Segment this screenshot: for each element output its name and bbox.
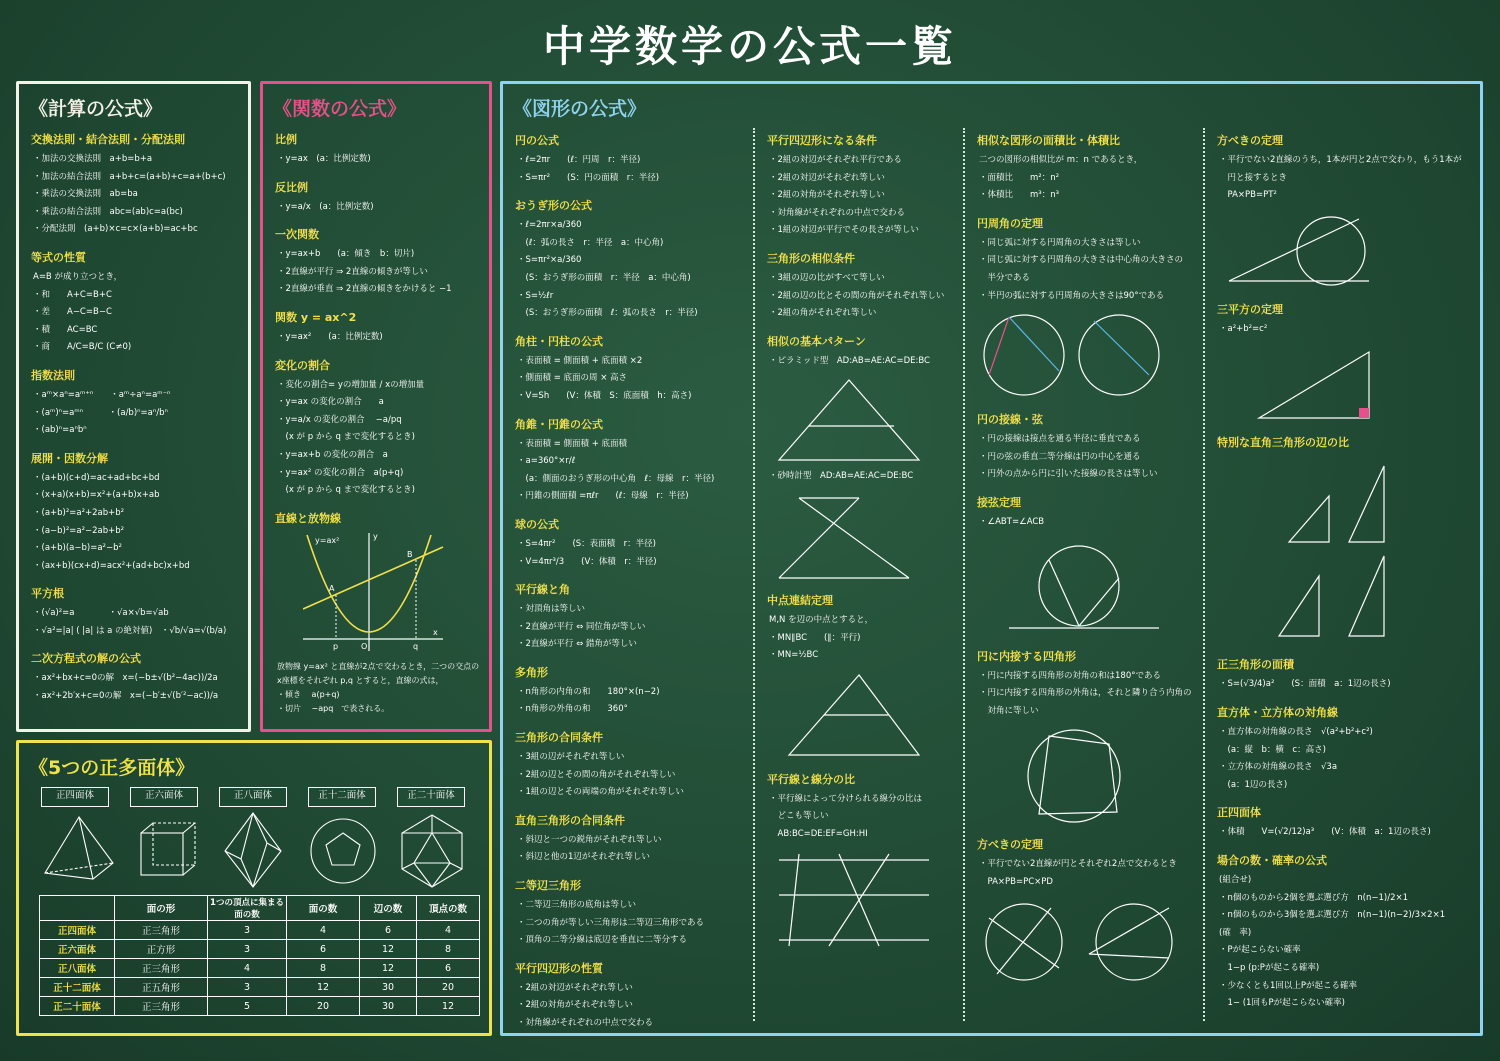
formula-line: ・n角形の内角の和 180°×(n−2): [517, 686, 660, 697]
poly-name-icosa: 正二十面体: [397, 787, 465, 807]
poly-name-octa: 正八面体: [219, 787, 287, 807]
formula-line: ・対角線がそれぞれの中点で交わる: [517, 1018, 654, 1028]
section-heading: 変化の割合: [275, 358, 330, 372]
fig-title: 《図形の公式》: [513, 98, 647, 120]
formula-line: ・対角線がそれぞれの中点で交わる: [769, 207, 906, 218]
formula-line: ・斜辺と他の1辺がそれぞれ等しい: [517, 852, 650, 863]
formula-line: (S：おうぎ形の面積 r：半径 a：中心角): [517, 272, 691, 283]
formula-line: ・頂角の二等分線は底辺を垂直に二等分する: [517, 935, 688, 946]
formula-line: ・表面積 = 側面積 + 底面積: [517, 438, 628, 449]
table-row: [40, 997, 480, 1016]
formula-line: ・体積比 m³：n³: [979, 190, 1059, 201]
formula-line: ・a²+b²=c²: [1219, 323, 1268, 334]
table-cell: 正方形: [115, 940, 208, 959]
formula-line: 1− (1回もPが起こらない確率): [1219, 998, 1345, 1009]
table-cell: 4: [417, 921, 480, 940]
formula-line: ・√a²=|a| ( |a| は a の絶対値) ・√b/√a=√(b/a): [33, 625, 227, 636]
formula-line: ・y=ax (a：比例定数): [277, 154, 371, 164]
formula-line: ・半円の弧に対する円周角の大きさは90°である: [979, 290, 1165, 301]
y-label: y: [373, 532, 378, 541]
icosahedron-shape: [402, 815, 462, 887]
power-point-figure: [979, 898, 1179, 988]
table-cell: 3: [208, 921, 287, 940]
formula-line: (a：縦 b：横 c：高さ): [1219, 744, 1326, 755]
formula-line: ・(a+b)(a−b)=a²−b²: [33, 543, 122, 554]
section-heading: 方べきの定理: [977, 838, 1043, 852]
intersect-line: [303, 547, 443, 609]
section-heading: 関数 y = ax^2: [275, 310, 357, 324]
dodecahedron-shape: [311, 819, 375, 883]
table-header: 頂点の数: [417, 896, 480, 921]
section-heading: 平方根: [31, 587, 64, 601]
formula-line: PA×PB=PT²: [1219, 190, 1277, 201]
power-tangent-figure: [1219, 211, 1369, 291]
formula-line: (x が p から q まで変化するとき): [277, 432, 415, 443]
formula-line: ・y=ax+b (a：傾き b：切片): [277, 249, 415, 260]
parallel-lines-figure: [769, 850, 939, 950]
formula-line: AB:BC=DE:EF=GH:HI: [769, 828, 868, 839]
formula-line: ・ピラミッド型 AD:AB=AE:AC=DE:BC: [769, 355, 930, 366]
formula-line: (x が p から q まで変化するとき): [277, 485, 415, 496]
section-heading: 平行四辺形の性質: [515, 961, 603, 975]
formula-line: ・同じ弧に対する円周角の大きさは等しい: [979, 237, 1141, 248]
table-cell: 30: [360, 997, 417, 1016]
table-header: 1つの頂点に集まる面の数: [208, 896, 287, 921]
formula-line: ・(a−b)²=a²−2ab+b²: [33, 525, 125, 536]
section-heading: 場合の数・確率の公式: [1217, 853, 1327, 867]
formula-line: ・砂時計型 AD:AB=AE:AC=DE:BC: [769, 471, 914, 482]
formula-line: ・円外の点から円に引いた接線の長さは等しい: [979, 469, 1158, 480]
formula-line: ・2直線が平行 ⇔ 同位角が等しい: [517, 621, 646, 632]
formula-line: ・側面積 = 底面の周 × 高さ: [517, 373, 628, 384]
formula-line: ・立方体の対角線の長さ √3a: [1219, 762, 1338, 773]
formula-line: (確 率): [1219, 927, 1252, 938]
formula-line: ・(ax+b)(cx+d)=acx²+(ad+bc)x+bd: [33, 560, 190, 571]
formula-line: ・乗法の交換法則 ab=ba: [33, 189, 138, 200]
formula-line: ・MN∥BC (∥：平行): [769, 632, 861, 643]
formula-line: (組合せ): [1219, 874, 1252, 885]
formula-line: ・y=ax の変化の割合 a: [277, 397, 384, 408]
formula-line: (ℓ：弧の長さ r：半径 a：中心角): [517, 237, 664, 248]
table-cell: 3: [208, 978, 287, 997]
page-title: 中学数学の公式一覧: [542, 22, 957, 71]
func-body: [263, 131, 489, 526]
table-cell: 5: [208, 997, 287, 1016]
table-row: [40, 978, 480, 997]
table-header: [40, 896, 115, 921]
formula-line: ・表面積 = 側面積 + 底面積 ×2: [517, 355, 643, 366]
formula-line: 半分である: [979, 272, 1031, 283]
section-heading: 多角形: [515, 665, 548, 679]
fig-column-3: [965, 128, 1200, 990]
formula-line: ・(ab)ⁿ=aⁿbⁿ: [33, 425, 87, 436]
formula-line: どこも等しい: [769, 811, 829, 822]
calc-title: 《計算の公式》: [29, 98, 163, 120]
formula-line: ・(aᵐ)ⁿ=aᵐⁿ ・(a/b)ⁿ=aⁿ/bⁿ: [33, 407, 168, 418]
p-label: p: [333, 642, 339, 651]
formula-line: 二つの図形の相似比が m：n であるとき，: [979, 155, 1143, 165]
formula-line: ・平行線によって分けられる線分の比は: [769, 793, 923, 804]
section-heading: 等式の性質: [31, 250, 86, 264]
table-cell: 正三角形: [115, 997, 208, 1016]
formula-line: ・(√a)²=a ・√a×√b=√ab: [33, 608, 169, 619]
formula-line: ・(a+b)²=a²+2ab+b²: [33, 507, 125, 518]
table-cell: 正八面体: [40, 959, 115, 978]
section-heading: 角錐・円錐の公式: [515, 417, 603, 431]
section-heading: 直線と放物線: [275, 511, 341, 525]
section-heading: 正三角形の面積: [1217, 658, 1294, 672]
table-header: 辺の数: [360, 896, 417, 921]
table-row: [40, 959, 480, 978]
table-cell: 正二十面体: [40, 997, 115, 1016]
polyhedra-drawings: [19, 811, 489, 891]
inscribed-angle-figure: [979, 311, 1169, 401]
a-label: A: [329, 584, 335, 593]
formula-line: ・2直線が平行 ⇔ 錯角が等しい: [517, 639, 637, 650]
section-heading: 相似の基本パターン: [767, 334, 866, 348]
table-cell: 12: [360, 959, 417, 978]
formula-line: ・加法の結合法則 a+b+c=(a+b)+c=a+(b+c): [33, 171, 226, 182]
table-header: 面の数: [287, 896, 360, 921]
formula-line: ・2組の対角がそれぞれ等しい: [769, 190, 885, 201]
formula-line: ・S=½ℓr: [517, 290, 554, 301]
formula-line: ・ℓ=2πr×a/360: [517, 220, 582, 231]
formula-line: ・MN=½BC: [769, 650, 819, 661]
fig-column-1: [503, 128, 748, 1033]
formula-line: ・2組の角がそれぞれ等しい: [769, 308, 877, 319]
formula-line: ・S=πr²×a/360: [517, 255, 582, 266]
section-heading: 平行線と角: [515, 583, 570, 597]
formula-line: ・円の弦の垂直二等分線は円の中心を通る: [979, 451, 1141, 462]
poly-name-dodeca: 正十二面体: [308, 787, 376, 807]
formula-line: ・二等辺三角形の底角は等しい: [517, 900, 637, 911]
section-heading: 三角形の合同条件: [515, 731, 603, 745]
formula-line: ・円に内接する四角形の対角の和は180°である: [979, 670, 1161, 681]
formula-line: ・y=ax² (a：比例定数): [277, 331, 383, 342]
formula-line: ・n個のものから2個を選ぶ選び方 n(n−1)/2×1: [1219, 892, 1409, 903]
formula-line: ・2直線が平行 ⇒ 2直線の傾きが等しい: [277, 266, 428, 277]
formula-line: ・y=ax+b の変化の割合 a: [277, 449, 388, 460]
formula-line: ・加法の交換法則 a+b=b+a: [33, 154, 153, 164]
section-heading: 接弦定理: [977, 495, 1021, 509]
formula-line: ・2組の辺とその間の角がそれぞれ等しい: [517, 769, 676, 780]
formula-line: ・2組の対角がそれぞれ等しい: [517, 1000, 633, 1011]
section-heading: 平行線と線分の比: [767, 772, 855, 786]
func-title: 《関数の公式》: [273, 98, 407, 120]
footer-line: ・切片 −apq で表される。: [277, 704, 390, 713]
func-panel: [260, 81, 492, 732]
section-heading: おうぎ形の公式: [515, 199, 592, 213]
poly-name-tetra: 正四面体: [41, 787, 109, 807]
table-cell: 6: [287, 940, 360, 959]
section-heading: 直角三角形の合同条件: [515, 813, 625, 827]
section-heading: 角柱・円柱の公式: [515, 334, 603, 348]
calc-panel: [16, 81, 251, 732]
formula-line: ・変化の割合= yの増加量 / xの増加量: [277, 379, 425, 390]
section-heading: 正四面体: [1217, 806, 1261, 820]
formula-line: ・2組の対辺がそれぞれ等しい: [769, 172, 885, 183]
formula-line: ・商 A/C=B/C (C≠0): [33, 342, 132, 353]
cyclic-quadrilateral-figure: [979, 726, 1169, 826]
b-label: B: [407, 550, 413, 559]
table-cell: 20: [417, 978, 480, 997]
section-heading: 特別な直角三角形の辺の比: [1217, 436, 1349, 450]
formula-line: ・ax²+bx+c=0の解 x=(−b±√(b²−4ac))/2a: [33, 673, 218, 684]
formula-line: ・(a+b)(c+d)=ac+ad+bc+bd: [33, 472, 160, 483]
polyhedra-table: [39, 895, 480, 1016]
footer-line: x座標をそれぞれ p,q とすると，直線の式は，: [277, 676, 444, 685]
table-cell: 正三角形: [115, 921, 208, 940]
table-cell: 正四面体: [40, 921, 115, 940]
formula-line: ・aᵐ×aⁿ=aᵐ⁺ⁿ ・aᵐ÷aⁿ=aᵐ⁻ⁿ: [33, 389, 171, 400]
hourglass-figure: [769, 492, 939, 582]
formula-line: ・V=4πr³/3 (V：体積 r：半径): [517, 556, 657, 567]
midpoint-figure: [769, 671, 939, 761]
formula-line: M,N を辺の中点とすると，: [769, 614, 874, 625]
q-label: q: [413, 642, 419, 651]
formula-line: ・(x+a)(x+b)=x²+(a+b)x+ab: [33, 490, 160, 501]
table-cell: 20: [287, 997, 360, 1016]
section-heading: 三角形の相似条件: [767, 251, 855, 265]
formula-line: ・同じ弧に対する円周角の大きさは中心角の大きさの: [979, 255, 1184, 266]
formula-line: A=B が成り立つとき，: [33, 271, 123, 282]
formula-line: ・1組の辺とその両端の角がそれぞれ等しい: [517, 787, 684, 798]
formula-line: ・∠ABT=∠ACB: [979, 516, 1045, 527]
formula-line: ・V=Sh (V：体積 S：底面積 h：高さ): [517, 390, 692, 401]
formula-line: ・直方体の対角線の長さ √(a²+b²+c²): [1219, 726, 1373, 737]
o-label: O: [361, 642, 368, 651]
formula-line: 円と接するとき: [1219, 172, 1288, 183]
section-heading: 二等辺三角形: [515, 879, 581, 893]
section-heading: 反比例: [275, 180, 308, 194]
formula-line: ・円に内接する四角形の外角は，それと隣り合う内角の: [979, 688, 1192, 699]
figure-panel: [500, 81, 1483, 1036]
table-cell: 正十二面体: [40, 978, 115, 997]
formula-line: PA×PB=PC×PD: [979, 876, 1053, 887]
x-label: x: [433, 628, 438, 637]
formula-line: ・対頂角は等しい: [517, 604, 586, 615]
section-heading: 比例: [275, 133, 297, 146]
cube-shape: [141, 823, 195, 875]
formula-line: ・二つの角が等しい三角形は二等辺三角形である: [517, 917, 705, 928]
section-heading: 交換法則・結合法則・分配法則: [31, 133, 185, 146]
formula-line: ・S=πr² (S：円の面積 r：半径): [517, 172, 660, 183]
formula-line: 対角に等しい: [979, 705, 1039, 716]
table-cell: 4: [287, 921, 360, 940]
formula-line: (S：おうぎ形の面積 ℓ：弧の長さ r：半径): [517, 308, 698, 319]
table-cell: 12: [417, 997, 480, 1016]
formula-line: ・y=a/x (a：比例定数): [277, 201, 374, 212]
table-header: 面の形: [115, 896, 208, 921]
section-heading: 平行四辺形になる条件: [767, 134, 877, 147]
formula-line: ・a=360°×r/ℓ: [517, 456, 576, 467]
poly-title: 《5つの正多面体》: [29, 757, 195, 779]
section-heading: 円の公式: [515, 134, 559, 147]
formula-line: ・体積 V=(√2/12)a³ (V：体積 a：1辺の長さ): [1219, 827, 1431, 838]
formula-line: ・ℓ=2πr (ℓ：円周 r：半径): [517, 155, 641, 165]
section-heading: 直方体・立方体の対角線: [1217, 705, 1338, 719]
table-cell: 6: [360, 921, 417, 940]
formula-line: ・y=ax² の変化の割合 a(p+q): [277, 467, 404, 478]
section-heading: 球の公式: [515, 517, 559, 531]
table-cell: 正六面体: [40, 940, 115, 959]
section-heading: 中点連結定理: [767, 593, 833, 607]
table-cell: 8: [287, 959, 360, 978]
formula-line: ・2直線が垂直 ⇒ 2直線の傾きをかけると −1: [277, 284, 452, 295]
section-heading: 方べきの定理: [1217, 134, 1283, 147]
formula-line: (a：1辺の長さ): [1219, 779, 1288, 790]
formula-line: ・2組の対辺がそれぞれ平行である: [769, 155, 902, 165]
section-heading: 指数法則: [31, 368, 75, 382]
formula-line: ・面積比 m²：n²: [979, 172, 1059, 183]
section-heading: 三平方の定理: [1217, 302, 1283, 316]
table-header-row: [40, 896, 480, 921]
pyramid-figure: [769, 376, 939, 466]
section-heading: 円の接線・弦: [977, 413, 1043, 427]
special-triangles-figure: [1219, 456, 1389, 646]
formula-line: (a：側面のおうぎ形の中心角 ℓ：母線 r：半径): [517, 473, 715, 484]
fig-column-2: [755, 128, 960, 952]
section-heading: 円に内接する四角形: [977, 649, 1076, 663]
formula-line: ・差 A−C=B−C: [33, 307, 112, 318]
section-heading: 二次方程式の解の公式: [31, 652, 141, 666]
formula-line: ・n角形の外角の和 360°: [517, 704, 628, 715]
pythagoras-figure: [1219, 344, 1379, 424]
formula-line: ・2組の対辺がそれぞれ等しい: [517, 982, 633, 993]
polyhedra-panel: [16, 740, 492, 1036]
fig-column-4: [1205, 128, 1480, 1013]
formula-line: ・斜辺と一つの鋭角がそれぞれ等しい: [517, 834, 662, 845]
formula-line: ・平行でない2直線のうち，1本が円と2点で交わり，もう1本が: [1219, 155, 1462, 165]
footer-line: ・傾き a(p+q): [277, 690, 340, 699]
formula-line: ・ax²+2b′x+c=0の解 x=(−b′±√(b′²−ac))/a: [33, 691, 219, 702]
formula-line: ・1組の対辺が平行でその長さが等しい: [769, 225, 919, 236]
octahedron-shape: [225, 813, 281, 887]
formula-line: ・Pが起こらない確率: [1219, 945, 1301, 956]
formula-line: ・乗法の結合法則 abc=(ab)c=a(bc): [33, 206, 183, 217]
section-heading: 相似な図形の面積比・体積比: [977, 134, 1120, 147]
formula-line: ・2組の辺の比とその間の角がそれぞれ等しい: [769, 290, 945, 301]
formula-line: ・平行でない2直線が円とそれぞれ2点で交わるとき: [979, 859, 1177, 870]
poly-name-hexa: 正六面体: [130, 787, 198, 807]
func-footer: [263, 660, 479, 716]
formula-line: ・n個のものから3個を選ぶ選び方 n(n−1)(n−2)/3×2×1: [1219, 910, 1446, 921]
formula-line: ・積 AC=BC: [33, 324, 98, 335]
table-cell: 12: [360, 940, 417, 959]
table-cell: 30: [360, 978, 417, 997]
formula-line: ・S=4πr² (S：表面積 r：半径): [517, 538, 656, 549]
table-cell: 4: [208, 959, 287, 978]
line-parabola-graph: [303, 529, 463, 659]
formula-line: ・3組の辺の比がすべて等しい: [769, 272, 885, 283]
formula-line: ・円の接線は接点を通る半径に垂直である: [979, 434, 1141, 445]
curve-label: y=ax²: [315, 536, 340, 545]
section-heading: 円周角の定理: [977, 216, 1043, 230]
formula-line: 1−p (p:Pが起こる確率): [1219, 962, 1320, 973]
table-cell: 8: [417, 940, 480, 959]
footer-line: 放物線 y=ax² と直線が2点で交わるとき，二つの交点の: [277, 662, 480, 671]
section-heading: 一次関数: [275, 228, 319, 242]
formula-line: ・和 A+C=B+C: [33, 289, 112, 300]
table-cell: 3: [208, 940, 287, 959]
tetrahedron-shape: [45, 817, 113, 879]
formula-line: ・S=(√3/4)a² (S：面積 a：1辺の長さ): [1219, 679, 1391, 690]
table-cell: 正五角形: [115, 978, 208, 997]
formula-line: ・円錐の側面積 =πℓr (ℓ：母線 r：半径): [517, 491, 689, 502]
section-heading: 展開・因数分解: [31, 451, 108, 465]
calc-body: [19, 131, 248, 706]
tangent-chord-figure: [979, 538, 1169, 638]
formula-line: ・分配法則 (a+b)×c=c×(a+b)=ac+bc: [33, 224, 198, 235]
table-row: [40, 921, 480, 940]
formula-line: ・y=a/x の変化の割合 −a/pq: [277, 414, 402, 425]
formula-line: ・3組の辺がそれぞれ等しい: [517, 752, 625, 763]
table-cell: 12: [287, 978, 360, 997]
table-row: [40, 940, 480, 959]
formula-line: ・少なくとも1回以上Pが起こる確率: [1219, 980, 1358, 991]
table-cell: 正三角形: [115, 959, 208, 978]
table-cell: 6: [417, 959, 480, 978]
